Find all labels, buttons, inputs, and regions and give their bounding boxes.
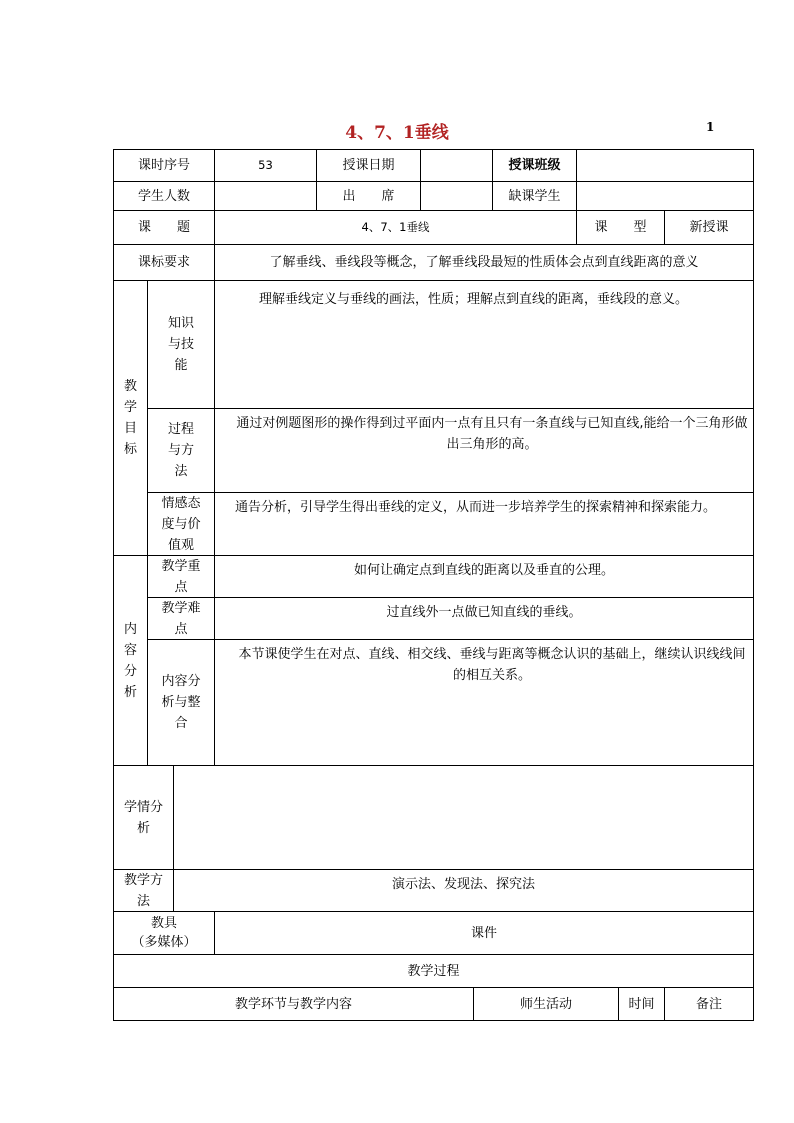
goals-label: 教学目标 <box>123 379 137 457</box>
student-analysis-value[interactable] <box>174 766 753 869</box>
key-text: 如何让确定点到直线的距离以及垂直的公理。 <box>353 563 614 578</box>
topic-value: 4、7、1垂线 <box>361 220 430 234</box>
col-activity-header: 师生活动 <box>519 996 572 1012</box>
standard-label: 课标要求 <box>137 255 190 270</box>
col-time-header: 时间 <box>628 996 655 1012</box>
students-label: 学生人数 <box>137 188 190 204</box>
col-border <box>753 149 754 1021</box>
type-label: 课 型 <box>594 220 647 235</box>
difficulty-text: 过直线外一点做已知直线的垂线。 <box>386 605 582 620</box>
col-content-header: 教学环节与教学内容 <box>234 996 352 1012</box>
class-label: 授课班级 <box>508 158 561 173</box>
type-value: 新授课 <box>689 220 729 235</box>
page-number: 1 <box>706 120 715 134</box>
absent-value[interactable] <box>577 182 753 210</box>
col-note-header: 备注 <box>695 996 722 1012</box>
class-value[interactable] <box>577 150 753 181</box>
standard-value: 了解垂线、垂线段等概念，了解垂线段最短的性质体会点到直线距离的意义 <box>269 255 699 270</box>
analysis-text: 本节课使学生在对点、直线、相交线、垂线与距离等概念认识的基础上，继续认识线线间的相互关系。 <box>238 647 746 683</box>
date-label: 授课日期 <box>342 158 395 173</box>
lesson-no-label: 课时序号 <box>137 158 190 173</box>
tools-value: 课件 <box>470 925 497 941</box>
knowledge-label: 知识与技能 <box>167 316 194 373</box>
process-header: 教学过程 <box>407 963 460 979</box>
knowledge-text: 理解垂线定义与垂线的画法，性质；理解点到直线的距离，垂线段的意义。 <box>259 292 689 307</box>
difficulty-label: 教学难点 <box>161 600 201 637</box>
process-label: 过程与方法 <box>167 422 194 479</box>
lesson-no-value: 53 <box>258 158 273 172</box>
date-value[interactable] <box>421 150 492 181</box>
absent-label: 缺课学生 <box>508 188 561 204</box>
students-value[interactable] <box>215 182 316 210</box>
process-text: 通过对例题图形的操作得到过平面内一点有且只有一条直线与已知直线,能给一个三角形做出三角形的高。 <box>236 416 748 452</box>
page-title: 4、7、1垂线 <box>345 123 449 143</box>
topic-label: 课 题 <box>137 220 190 235</box>
attendance-value[interactable] <box>421 182 492 210</box>
attendance-label: 出 席 <box>342 188 395 204</box>
method-value: 演示法、发现法、探究法 <box>391 877 535 892</box>
key-label: 教学重点 <box>161 558 201 595</box>
student-analysis-label: 学情分析 <box>123 799 163 836</box>
content-label: 内容分析 <box>123 621 137 700</box>
tools-label: 教具 （多媒体） <box>131 916 197 950</box>
emotion-text: 通告分析，引导学生得出垂线的定义，从而进一步培养学生的探索精神和探索能力。 <box>235 500 717 515</box>
row-border <box>113 1020 754 1021</box>
method-label: 教学方法 <box>123 872 163 909</box>
analysis-label: 内容分析与整合 <box>161 674 201 731</box>
emotion-label: 情感态度与价值观 <box>161 495 201 553</box>
